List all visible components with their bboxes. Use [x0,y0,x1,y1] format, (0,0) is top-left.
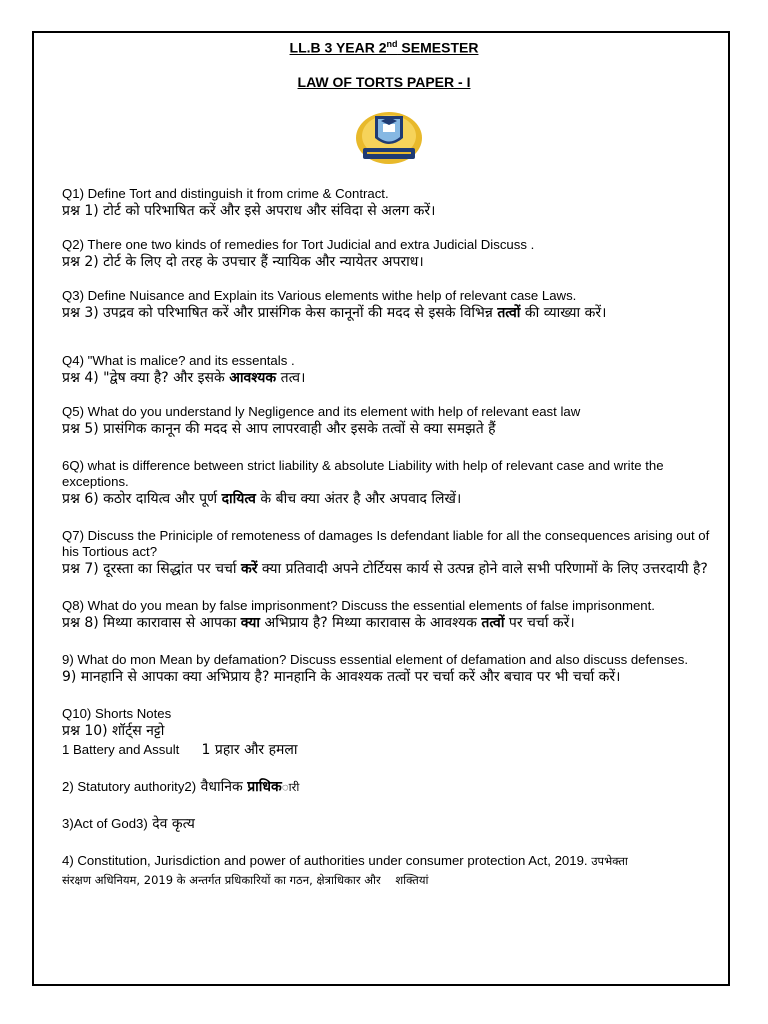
question-2-hindi: प्रश्न 2) टोर्ट के लिए दो तरह के उपचार हैं न्यायिक और न्यायेतर अपराध। [62,254,424,270]
q7-hindi-part: प्रश्न 7) दूरस्ता का सिद्धांत पर चर्चा [62,561,241,577]
question-7 [62,528,712,579]
question-list [62,186,712,890]
short-note-3-english: 3)Act of God3) [62,816,148,831]
short-note-1 [62,741,712,760]
document-title [0,39,768,56]
q4-hindi-bold: आवश्यक [229,370,277,386]
question-8 [62,598,712,633]
q8-hindi-part: प्रश्न 8) मिथ्या कारावास से आपका [62,615,241,631]
q8-hindi-end: पर चर्चा करें। [504,615,575,631]
question-2-english: Q2) There one two kinds of remedies for Tort Judicial and extra Judicial Discuss . [62,237,535,252]
title-prefix: LL.B 3 YEAR 2 [289,39,387,56]
question-6 [62,458,712,509]
short-note-3-hindi: देव कृत्य [147,816,195,832]
title-superscript: nd [386,39,398,49]
q4-hindi-part: प्रश्न 4) "द्वेष क्या है? और इसके [62,370,230,386]
question-10-hindi: प्रश्न 10) शॉर्ट्स नट्टो [62,723,165,739]
short-note-2-hindi-end: ारी [281,780,300,794]
short-note-2-hindi: वैधानिक [196,779,248,795]
question-4-english: Q4) "What is malice? and its essentals . [62,353,295,368]
q6-hindi-bold: दायित्व [221,491,256,507]
short-note-4-hindi: उपभेक्ता [587,854,628,868]
short-note-2 [62,778,712,797]
question-8-hindi [62,614,712,633]
paper-title: LAW OF TORTS PAPER - I [297,74,471,90]
question-4-hindi [62,369,712,388]
q8-hindi-bold: क्या [240,615,261,631]
q8-hindi-bold-2: तत्वों [481,615,505,631]
question-5-hindi: प्रश्न 5) प्रासंगिक कानून की मदद से आप लापरवाही और इसके तत्वों से क्या समझते हैं [62,421,496,437]
q6-hindi-part: प्रश्न 6) कठोर दायित्व और पूर्ण [62,491,222,507]
question-5-english: Q5) What do you understand ly Negligence and its element with help of relevant east law [62,404,581,419]
question-4 [62,353,712,388]
q3-hindi-part: प्रश्न 3) उपद्रव को परिभाषित करें और प्रासंगिक केस कानूनों की मदद से इसके विभिन्न [62,305,498,321]
question-9 [62,652,712,687]
question-5 [62,404,712,439]
question-1-english: Q1) Define Tort and distinguish it from crime & Contract. [62,186,389,201]
short-note-3 [62,815,712,834]
question-1-hindi: प्रश्न 1) टोर्ट को परिभाषित करें और इसे अपराध और संविदा से अलग करें। [62,203,436,219]
question-10 [62,706,712,890]
short-note-2-hindi-bold: प्राधिक [247,779,282,795]
question-7-hindi [62,560,712,579]
short-note-1-hindi: 1 प्रहार और हमला [179,742,298,758]
q7-hindi-end: क्या प्रतिवादी अपने टोर्टियस कार्य से उत्पन्न होने वाले सभी परिणामों के लिए उत्तरदायी है? [257,561,708,577]
question-10-english: Q10) Shorts Notes [62,706,172,721]
q3-hindi-bold: तत्वों [497,305,521,321]
question-3 [62,288,712,323]
question-8-english: Q8) What do you mean by false imprisonment? Discuss the essential elements of false imprisonment. [62,598,655,613]
title-suffix: SEMESTER [397,39,479,56]
short-note-4-english: 4) Constitution, Jurisdiction and power of authorities under consumer protection Act, 2019. [62,853,588,868]
question-7-english: Q7) Discuss the Priniciple of remoteness of damages Is defendant liable for all the consequences arising out of his Tortious act? [62,528,710,559]
question-6-hindi [62,490,712,509]
question-3-english: Q3) Define Nuisance and Explain its Various elements withe help of relevant case Laws. [62,288,577,303]
short-note-1-english: 1 Battery and Assult [62,742,180,757]
question-3-hindi [62,304,712,323]
q4-hindi-end: तत्व। [276,370,306,386]
college-crest-icon [353,108,425,166]
short-note-2-english: 2) Statutory authority2) [62,779,197,794]
question-9-english: 9) What do mon Mean by defamation? Discuss essential element of defamation and also discuss defenses. [62,652,689,667]
question-6-english: 6Q) what is difference between strict liability & absolute Liability with help of relevant case and write the exceptions. [62,458,664,489]
question-1 [62,186,712,221]
q6-hindi-end: के बीच क्या अंतर है और अपवाद लिखें। [255,491,462,507]
short-note-4 [62,852,712,871]
q8-hindi-mid: अभिप्राय है? मिथ्या कारावास के आवश्यक [260,615,482,631]
q7-hindi-bold: करें [240,561,258,577]
question-9-hindi: 9) मानहानि से आपका क्या अभिप्राय है? मानहानि के आवश्यक तत्वों पर चर्चा करें और बचाव पर भी चर्चा करें। [62,669,621,685]
question-2 [62,237,712,272]
short-note-4-hindi-continued: संरक्षण अधिनियम, 2019 के अन्तर्गत प्रधिकारियों का गठन, क्षेत्राधिकार और शक्तियां [62,873,429,887]
q3-hindi-end: की व्याख्या करें। [520,305,607,321]
